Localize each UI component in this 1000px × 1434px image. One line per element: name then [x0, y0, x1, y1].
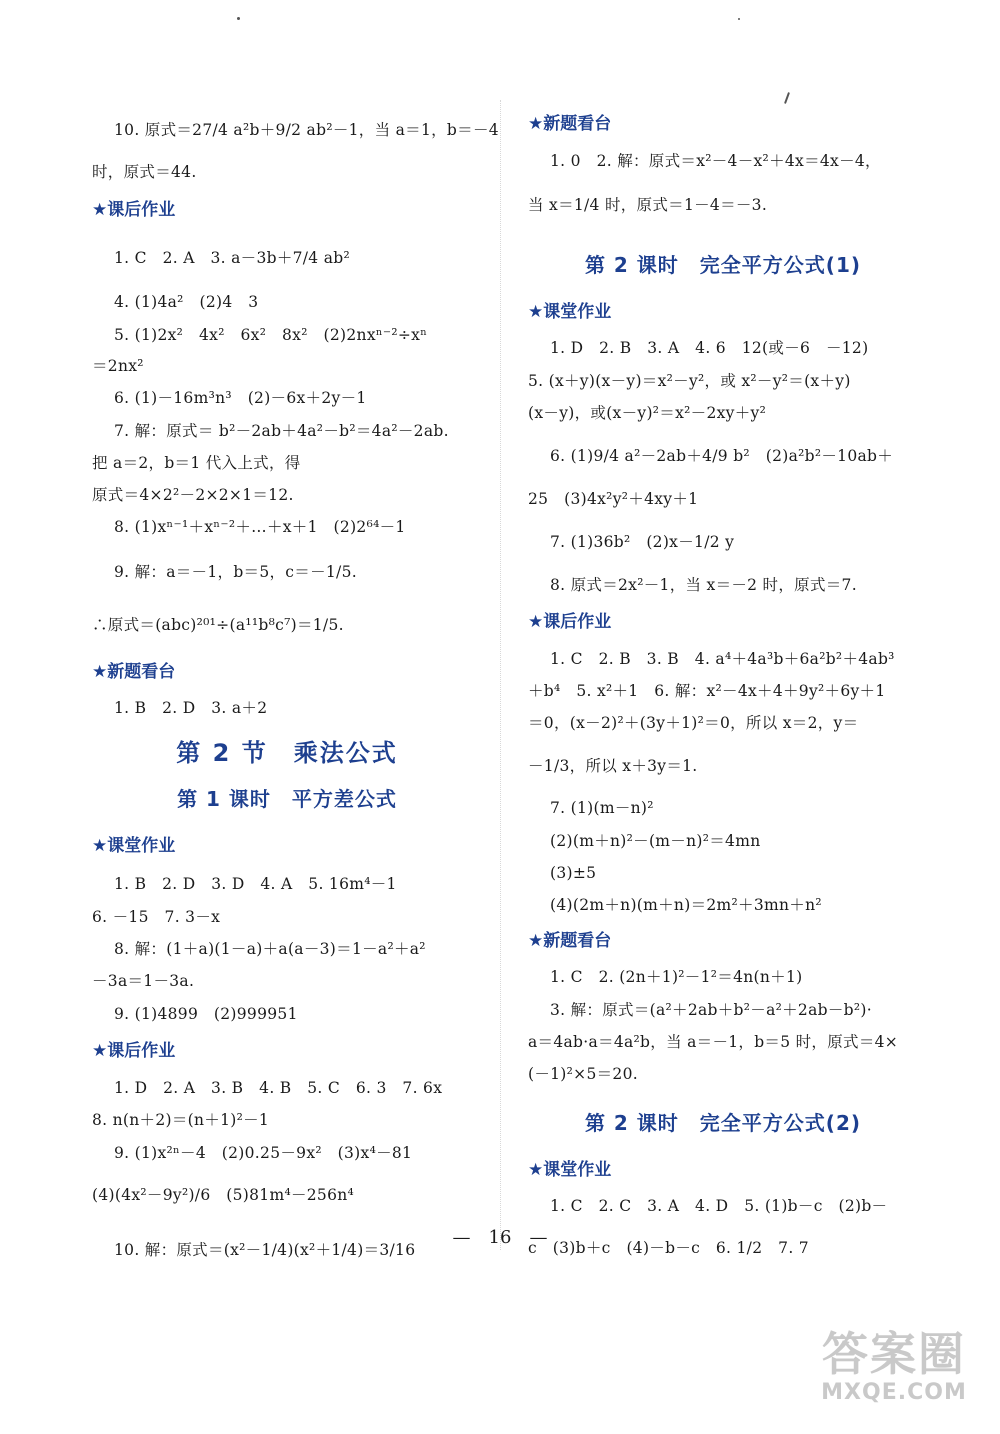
answer-line: 1. C 2. A 3. a－3b＋7/4 ab² — [114, 249, 350, 267]
page-number: — 16 — — [452, 1227, 548, 1248]
answer-line: 1. D 2. A 3. B 4. B 5. C 6. 3 7. 6x — [114, 1079, 443, 1097]
answer-line: 1. B 2. D 3. a＋2 — [114, 699, 268, 717]
answer-line: ＝0，(x－2)²＋(3y＋1)²＝0，所以 x＝2，y＝ — [528, 714, 859, 732]
section-heading: ★课后作业 — [92, 1041, 176, 1061]
answer-line: (4)(2m＋n)(m＋n)＝2m²＋3mn＋n² — [550, 896, 822, 914]
lesson-title: 第 1 课时 平方差公式 — [177, 787, 397, 811]
lesson-title: 第 2 课时 完全平方公式(1) — [584, 253, 862, 277]
answer-line: (x－y)，或(x－y)²＝x²－2xy＋y² — [528, 404, 767, 422]
answer-line: ∴原式＝(abc)²⁰¹÷(a¹¹b⁸c⁷)＝1/5. — [92, 616, 344, 634]
answer-line: 1. C 2. C 3. A 4. D 5. (1)b－c (2)b－ — [550, 1197, 888, 1215]
answer-line: 5. (x＋y)(x－y)＝x²－y²，或 x²－y²＝(x＋y) — [528, 372, 851, 390]
answer-line: 10. 解：原式＝(x²－1/4)(x²＋1/4)＝3/16 — [114, 1241, 416, 1259]
answer-line: 3. 解：原式＝(a²＋2ab＋b²－a²＋2ab－b²)· — [550, 1001, 872, 1019]
section-heading: ★课堂作业 — [92, 836, 176, 856]
answer-line: 8. (1)xⁿ⁻¹＋xⁿ⁻²＋…＋x＋1 (2)2⁶⁴－1 — [114, 518, 406, 536]
answer-line: 7. (1)(m－n)² — [550, 799, 654, 817]
watermark-url: MXQE.COM — [821, 1380, 967, 1405]
answer-line: 8. n(n＋2)＝(n＋1)²－1 — [92, 1111, 270, 1129]
answer-line: 7. (1)36b² (2)x－1/2 y — [550, 533, 735, 551]
answer-line: (4)(4x²－9y²)/6 (5)81m⁴－256n⁴ — [92, 1186, 355, 1204]
chapter-title: 第 2 节 乘法公式 — [176, 739, 398, 767]
answer-line: 1. 0 2. 解：原式＝x²－4－x²＋4x＝4x－4， — [550, 152, 881, 170]
answer-line: 25 (3)4x²y²＋4xy＋1 — [528, 490, 699, 508]
answer-line: 8. 解：(1＋a)(1－a)＋a(a－3)＝1－a²＋a² — [114, 940, 426, 958]
answer-line: ＋b⁴ 5. x²＋1 6. 解：x²－4x＋4＋9y²＋6y＋1 — [528, 682, 886, 700]
answer-line: 1. C 2. B 3. B 4. a⁴＋4a³b＋6a²b²＋4ab³ — [550, 650, 895, 668]
watermark — [806, 1328, 982, 1414]
answer-line: 1. B 2. D 3. D 4. A 5. 16m⁴－1 — [114, 875, 397, 893]
column-divider — [500, 100, 501, 1250]
answer-line: 7. 解：原式＝ b²－2ab＋4a²－b²＝4a²－2ab. — [114, 422, 449, 440]
answer-line: 1. C 2. (2n＋1)²－1²＝4n(n＋1) — [550, 968, 803, 986]
answer-line: (2)(m＋n)²－(m－n)²＝4mn — [550, 832, 761, 850]
section-heading: ★课后作业 — [92, 200, 176, 220]
answer-line: 5. (1)2x² 4x² 6x² 8x² (2)2nxⁿ⁻²÷xⁿ — [114, 326, 428, 344]
answer-line: 8. 原式＝2x²－1，当 x＝－2 时，原式＝7. — [550, 576, 857, 594]
answer-line: 9. 解：a＝－1，b＝5，c＝－1/5. — [114, 563, 357, 581]
answer-line: 6. (1)－16m³n³ (2)－6x＋2y－1 — [114, 389, 367, 407]
section-heading: ★课后作业 — [528, 612, 612, 632]
scan-speck — [738, 18, 740, 20]
answer-line: 6. －15 7. 3－x — [92, 908, 221, 926]
section-heading: ★新题看台 — [92, 662, 176, 682]
pen-mark — [784, 92, 790, 104]
answer-line: 9. (1)x²ⁿ－4 (2)0.25－9x² (3)x⁴－81 — [114, 1144, 413, 1162]
answer-line: 1. D 2. B 3. A 4. 6 12(或－6 －12) — [550, 339, 869, 357]
section-heading: ★课堂作业 — [528, 1160, 612, 1180]
section-heading: ★新题看台 — [528, 114, 612, 134]
answer-line: c (3)b＋c (4)－b－c 6. 1/2 7. 7 — [528, 1239, 809, 1257]
answer-line: －1/3，所以 x＋3y＝1. — [528, 757, 698, 775]
section-heading: ★课堂作业 — [528, 302, 612, 322]
answer-line: (3)±5 — [550, 864, 597, 882]
answer-line: ＝2nx² — [92, 357, 144, 375]
answer-line: 当 x＝1/4 时，原式＝1－4＝－3. — [528, 196, 768, 214]
answer-line: a＝4ab·a＝4a²b，当 a＝－1，b＝5 时，原式＝4× — [528, 1033, 899, 1051]
answer-line: 9. (1)4899 (2)999951 — [114, 1005, 298, 1023]
answer-line: 时，原式＝44. — [92, 163, 197, 181]
answer-line: (－1)²×5＝20. — [528, 1065, 638, 1083]
answer-line: 4. (1)4a² (2)4 3 — [114, 293, 259, 311]
answer-line: 6. (1)9/4 a²－2ab＋4/9 b² (2)a²b²－10ab＋ — [550, 447, 894, 465]
answer-line: －3a＝1－3a. — [92, 972, 195, 990]
watermark-logo: 答案圈 — [822, 1327, 966, 1381]
lesson-title: 第 2 课时 完全平方公式(2) — [584, 1111, 862, 1135]
answer-line: 原式＝4×2²－2×2×1＝12. — [92, 486, 294, 504]
section-heading: ★新题看台 — [528, 931, 612, 951]
answer-line: 把 a＝2，b＝1 代入上式，得 — [92, 454, 301, 472]
answer-line: 10. 原式＝27/4 a²b＋9/2 ab²－1，当 a＝1，b＝－4 — [114, 121, 499, 139]
scan-speck — [237, 17, 240, 20]
